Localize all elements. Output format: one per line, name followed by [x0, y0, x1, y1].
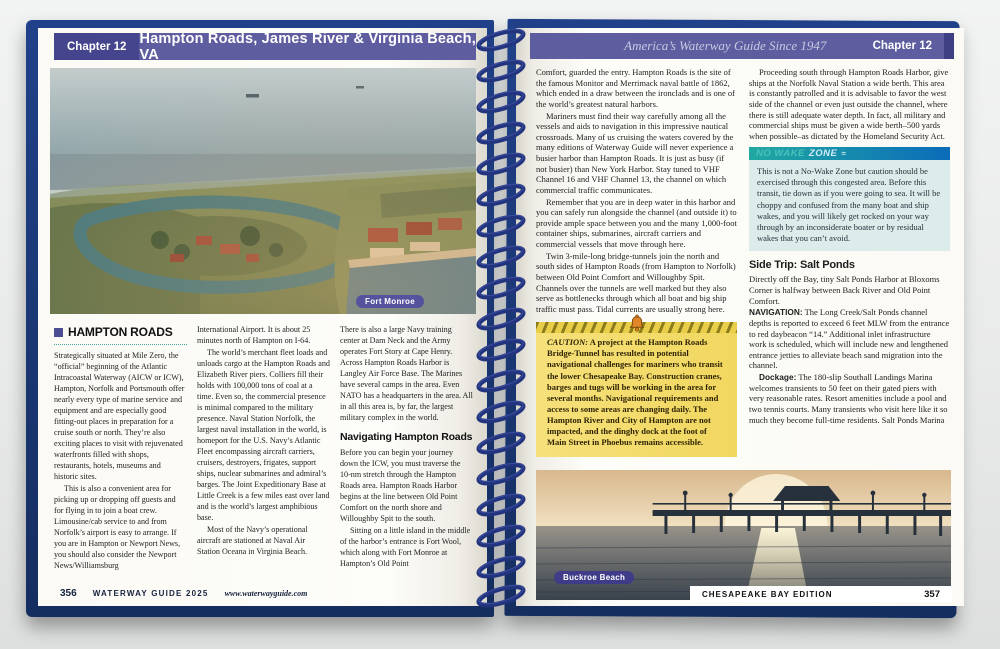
body-paragraph: Before you can begin your journey down the ICW, you must traverse the 10-nm stretch through the Hampton Roads area. Hampton Roads Harbor begins at the line between Old Point Comfort on the north shore and Willoughby Spit to the south.: [340, 448, 461, 524]
right-column-a: [536, 67, 737, 457]
body-paragraph: Directly off the Bay, tiny Salt Ponds Harbor at Bloxoms Corner is halfway between Back River and Old Point Comfort.: [749, 274, 940, 306]
left-column-3: [340, 324, 473, 572]
right-page-footer: [690, 586, 952, 602]
right-page-columns: [536, 67, 950, 457]
buckroe-beach-photo: [536, 470, 951, 600]
page-number: 356: [60, 588, 77, 599]
body-paragraph: Mariners must find their way carefully among all the vessels and aids to navigation in this impressive nautical crossroads. Many of us cruising the waters covered by the many editions of Waterway Guide will never experience a busier harbor than Hampton Roads. It is just as busy (if not busier) than New York Harbor. Stay tuned to VHF Channel 16 and VHF Channel 13, the channel on which commercial traffic communicates.: [536, 110, 734, 195]
body-paragraph: Comfort, guarded the entry. Hampton Roads is the site of the famous Monitor and Merrimack naval battle of 1862, which ended in a draw between the ironclads and is one of the world’s greatest natural harbors.: [536, 67, 735, 109]
left-page-footer: [60, 588, 307, 599]
body-paragraph: This is also a convenient area for picking up or dropping off guests and for flying in to join a boat crew. Limousine/cab service to and from Norfolk’s airport is easy to arrange. If you are in Hampton or Newport News, you should also consider the Newport News/Williamsburg: [54, 484, 181, 571]
spiral-binding: [468, 22, 534, 618]
left-column-2: [197, 324, 330, 572]
navigation-paragraph: [749, 307, 950, 371]
no-wake-zone-banner: [749, 147, 950, 160]
section-bullet-square: [54, 328, 63, 337]
caution-box: [536, 322, 737, 456]
left-page-header: [54, 30, 476, 63]
aerial-photo-art: [50, 68, 476, 314]
right-column-b: [749, 67, 950, 457]
section-heading-row: [54, 324, 187, 345]
chapter-badge: Chapter 12: [872, 40, 932, 52]
header-end-cap: [944, 33, 954, 59]
edition-label: CHESAPEAKE BAY EDITION: [702, 589, 833, 599]
page-right: [516, 28, 964, 606]
body-paragraph: Strategically situated at Mile Zero, the “official” beginning of the Atlantic Intracoastal Waterway (AICW or ICW), Hampton, Norfolk and Portsmouth offer nearly every type of marine service and equipment and are especially good fitting-out places in preparation for a cruise south or north. They’re also exciting places to visit with rejuvenated waterfronts filled with shops, restaurants, hotels, museums and historic sites.: [54, 351, 185, 482]
navigation-lead: NAVIGATION:: [749, 307, 803, 318]
zone-label: ZONE: [808, 147, 838, 159]
left-column-1: [54, 324, 187, 572]
body-paragraph: The world’s merchant fleet loads and unloads cargo at the Hampton Roads and Elizabeth River piers. Colliers fill their holds with 100,000 tons of coal at a time. Even so, the commercial presence is minimal compared to the military presence. Naval Station Norfolk, the largest naval installation in the world, is homeport for the U.S. Navy’s Atlantic Fleet encompassing aircraft carriers, cruisers, destroyers, frigates, support ships, nuclear submarines and admiral’s barges. The Joint Expeditionary Base at Little Creek is a few miles east over land and is the world’s largest amphibious base.: [197, 348, 330, 522]
dockage-lead: Dockage:: [759, 372, 797, 383]
body-paragraph: Sitting on a little island in the middle of the harbor’s entrance is Fort Wool, which along with Fort Monroe at Hampton’s Old Point: [340, 526, 471, 569]
no-wake-label: NO WAKE: [756, 147, 805, 159]
subheading-navigating: Navigating Hampton Roads: [340, 431, 473, 443]
body-paragraph: Twin 3-mile-long bridge-tunnels join the north and south sides of Hampton Roads (from Hampton to Norfolk) between Old Point Comfort and Willoughby Spit. Channels over the tunnels are well marked but they also serve as bottlenecks through which all boat and big ship traffic must pass. Tidal currents are usually strong here.: [536, 250, 736, 314]
website-url: www.waterwayguide.com: [224, 589, 308, 598]
fort-monroe-photo: [50, 68, 476, 314]
photo-caption-buckroe-beach: Buckroe Beach: [554, 571, 634, 584]
dockage-paragraph: [749, 372, 950, 425]
left-page-columns: [54, 324, 473, 572]
navigation-text: The Long Creek/Salt Ponds channel depths is reported to exceed 6 feet MLW from the entrance to red daybeacon “14.” Additional inlet infrastructure work is scheduled, which will include new and lengthened entrance jetties to alleviate beach sand migration into the channel.: [749, 307, 950, 371]
edition-label: WATERWAY GUIDE 2025: [92, 589, 209, 598]
body-paragraph: Proceeding south through Hampton Roads Harbor, give ships at the Norfolk Naval Station a wide berth. This area is constantly patrolled and it is advisable to favor the west side of the channel or even just outside the channel, where there is still adequate water depth. In fact, all military and commercial ships must be given a wide berth–500 yards when possible–as dictated by the Homeland Security Act.: [749, 67, 949, 141]
right-page-header: [530, 33, 954, 59]
no-wake-zone-text-box: This is not a No-Wake Zone but caution should be exercised through this congested area. Before this transit, tie down as if you were going to sea. It will be choppy and confused from the many boat and ship wakes, and you will likely get rocked on your way through by an inconsiderate boater or by residual wakes that you can’t avoid.: [749, 160, 950, 250]
tagline: America’s Waterway Guide Since 1947: [624, 38, 827, 53]
side-trip-heading: Side Trip: Salt Ponds: [749, 258, 855, 271]
chapter-badge: Chapter 12: [54, 33, 139, 60]
photo-caption-fort-monroe: Fort Monroe: [356, 295, 424, 308]
caution-text: A project at the Hampton Roads Bridge-Tunnel has resulted in potential navigational challenges for mariners who transit the lower Chesapeake Bay. Construction cranes, barges and tugs will be working in the area for several months. Navigational requirements and access to some areas are changing daily. The Hampton River and City of Hampton are not impacted, and the dinghy dock at the foot of Main Street in Phoebus remains accessible.: [547, 337, 723, 447]
page-number: 357: [924, 588, 940, 600]
body-paragraph: There is also a large Navy training center at Dam Neck and the Army operates Fort Story at Cape Henry. Across Hampton Roads Harbor is Langley Air Force Base. The Marines have several camps in the area. Even NATO has a headquarters in the area. All in all this area is, by far, the largest military complex in the world.: [340, 325, 473, 422]
body-paragraph: Most of the Navy’s operational aircraft are stationed at Naval Air Station Oceana in Virginia Beach.: [197, 525, 308, 556]
page-left: [38, 28, 487, 606]
dockage-text: The 180-slip Southall Landings Marina welcomes transients to 50 feet on their gated piers with very reasonable rates. Resort amenities include a pool and two tennis courts. Many transients who visit here like it so much they become full-time residents. Salt Ponds Marina: [749, 372, 948, 425]
waterway-guide-mark-icon: ≈: [841, 148, 846, 158]
body-paragraph: International Airport. It is about 25 minutes north of Hampton on I-64.: [197, 325, 311, 345]
caution-lead: CAUTION:: [547, 337, 589, 348]
body-paragraph: Remember that you are in deep water in this harbor and you can safely run alongside the channel (and outside it) to provide ample space between you and the many 1,000-foot container ships, submarines, aircraft carriers and commercial vessels that move through here.: [536, 196, 737, 249]
page-title: Hampton Roads, James River & Virginia Beach, VA: [139, 30, 476, 63]
section-heading: HAMPTON ROADS: [68, 325, 173, 339]
warning-bell-icon: [627, 314, 647, 334]
